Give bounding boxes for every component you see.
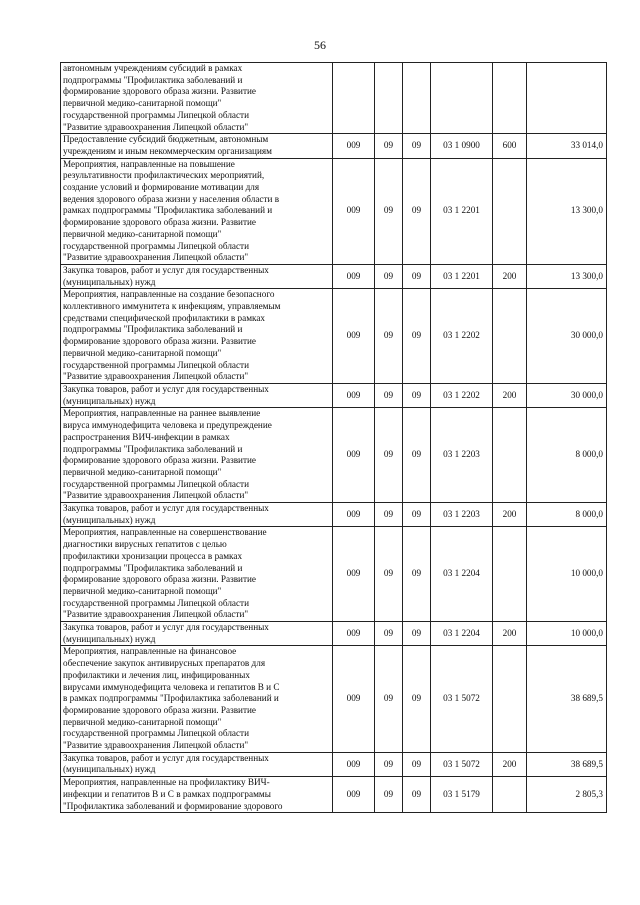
table-row <box>61 527 607 622</box>
amount: 2 805,3 <box>527 777 607 813</box>
row-description: Закупка товаров, работ и услуг для государственных (муниципальных) нужд <box>61 383 333 407</box>
department-code: 009 <box>333 777 375 813</box>
table-row <box>61 777 607 813</box>
department-code: 009 <box>333 622 375 646</box>
row-description: Мероприятия, направленные на раннее выявление вируса иммунодефицита человека и предупреждение распространения ВИЧ-инфекции в рамках подпрограммы "Профилактика заболеваний и формирование здорового образа жизни. Развитие первичной медико-санитарной помощи" государственной программы Липецкой области "Развитие здравоохранения Липецкой области" <box>61 408 333 503</box>
subsection-code: 09 <box>403 777 431 813</box>
target-item-code: 03 1 0900 <box>431 134 493 158</box>
row-description: Мероприятия, направленные на профилактику ВИЧ- инфекции и гепатитов B и C в рамках подпрограммы "Профилактика заболеваний и формирование здорового <box>61 777 333 813</box>
budget-table <box>60 62 607 813</box>
row-description: Мероприятия, направленные на совершенствование диагностики вирусных гепатитов с целью профилактики хронизации процесса в рамках подпрограммы "Профилактика заболеваний и формирование здорового образа жизни. Развитие первичной медико-санитарной помощи" государственной программы Липецкой области "Развитие здравоохранения Липецкой области" <box>61 527 333 622</box>
amount: 10 000,0 <box>527 527 607 622</box>
table-row <box>61 383 607 407</box>
row-description: Закупка товаров, работ и услуг для государственных (муниципальных) нужд <box>61 264 333 288</box>
subsection-code: 09 <box>403 408 431 503</box>
section-code: 09 <box>375 134 403 158</box>
row-description: Предоставление субсидий бюджетным, автономным учреждениям и иным некоммерческим организациям <box>61 134 333 158</box>
expense-type-code: 200 <box>493 752 527 776</box>
section-code: 09 <box>375 527 403 622</box>
row-description: Закупка товаров, работ и услуг для государственных (муниципальных) нужд <box>61 752 333 776</box>
department-code <box>333 63 375 134</box>
amount: 38 689,5 <box>527 646 607 752</box>
table-row <box>61 134 607 158</box>
target-item-code: 03 1 2202 <box>431 383 493 407</box>
table-row <box>61 503 607 527</box>
page-number: 56 <box>314 38 326 52</box>
amount: 8 000,0 <box>527 408 607 503</box>
expense-type-code <box>493 63 527 134</box>
section-code: 09 <box>375 622 403 646</box>
target-item-code: 03 1 2202 <box>431 289 493 384</box>
target-item-code: 03 1 2201 <box>431 158 493 264</box>
amount: 13 300,0 <box>527 158 607 264</box>
target-item-code: 03 1 2201 <box>431 264 493 288</box>
department-code: 009 <box>333 527 375 622</box>
department-code: 009 <box>333 134 375 158</box>
subsection-code: 09 <box>403 134 431 158</box>
section-code: 09 <box>375 264 403 288</box>
expense-type-code: 600 <box>493 134 527 158</box>
subsection-code: 09 <box>403 383 431 407</box>
target-item-code: 03 1 2203 <box>431 408 493 503</box>
subsection-code <box>403 63 431 134</box>
table-row <box>61 264 607 288</box>
target-item-code: 03 1 2204 <box>431 622 493 646</box>
table-row <box>61 646 607 752</box>
amount: 30 000,0 <box>527 289 607 384</box>
row-description: автономным учреждениям субсидий в рамках подпрограммы "Профилактика заболеваний и формирование здорового образа жизни. Развитие первичной медико-санитарной помощи" государственной программы Липецкой области "Развитие здравоохранения Липецкой области" <box>61 63 333 134</box>
section-code: 09 <box>375 503 403 527</box>
department-code: 009 <box>333 158 375 264</box>
department-code: 009 <box>333 289 375 384</box>
amount: 8 000,0 <box>527 503 607 527</box>
expense-type-code <box>493 646 527 752</box>
section-code: 09 <box>375 777 403 813</box>
expense-type-code <box>493 777 527 813</box>
department-code: 009 <box>333 503 375 527</box>
target-item-code <box>431 63 493 134</box>
target-item-code: 03 1 2203 <box>431 503 493 527</box>
subsection-code: 09 <box>403 622 431 646</box>
row-description: Мероприятия, направленные на повышение результативности профилактических мероприятий, создание условий и формирование мотивации для ведения здорового образа жизни у населения области в рамках подпрограммы "Профилактика заболеваний и формирование здорового образа жизни. Развитие первичной медико-санитарной помощи" государственной программы Липецкой области "Развитие здравоохранения Липецкой области" <box>61 158 333 264</box>
expense-type-code <box>493 408 527 503</box>
target-item-code: 03 1 5179 <box>431 777 493 813</box>
subsection-code: 09 <box>403 289 431 384</box>
section-code: 09 <box>375 158 403 264</box>
subsection-code: 09 <box>403 503 431 527</box>
subsection-code: 09 <box>403 646 431 752</box>
amount: 10 000,0 <box>527 622 607 646</box>
department-code: 009 <box>333 264 375 288</box>
amount: 30 000,0 <box>527 383 607 407</box>
target-item-code: 03 1 5072 <box>431 752 493 776</box>
target-item-code: 03 1 2204 <box>431 527 493 622</box>
table-row <box>61 408 607 503</box>
expense-type-code <box>493 527 527 622</box>
amount: 13 300,0 <box>527 264 607 288</box>
row-description: Закупка товаров, работ и услуг для государственных (муниципальных) нужд <box>61 503 333 527</box>
subsection-code: 09 <box>403 158 431 264</box>
expense-type-code: 200 <box>493 622 527 646</box>
subsection-code: 09 <box>403 264 431 288</box>
department-code: 009 <box>333 408 375 503</box>
section-code <box>375 63 403 134</box>
subsection-code: 09 <box>403 527 431 622</box>
department-code: 009 <box>333 752 375 776</box>
amount: 38 689,5 <box>527 752 607 776</box>
section-code: 09 <box>375 383 403 407</box>
department-code: 009 <box>333 383 375 407</box>
expense-type-code <box>493 289 527 384</box>
section-code: 09 <box>375 752 403 776</box>
target-item-code: 03 1 5072 <box>431 646 493 752</box>
section-code: 09 <box>375 646 403 752</box>
amount: 33 014,0 <box>527 134 607 158</box>
expense-type-code: 200 <box>493 503 527 527</box>
table-row <box>61 622 607 646</box>
table-row <box>61 289 607 384</box>
subsection-code: 09 <box>403 752 431 776</box>
table-row <box>61 63 607 134</box>
row-description: Мероприятия, направленные на финансовое обеспечение закупок антивирусных препаратов для профилактики и лечения лиц, инфицированных вирусами иммунодефицита человека и гепатитов B и C в рамках подпрограммы "Профилактика заболеваний и формирование здорового образа жизни. Развитие первичной медико-санитарной помощи" государственной программы Липецкой области "Развитие здравоохранения Липецкой области" <box>61 646 333 752</box>
budget-table-body <box>61 63 607 813</box>
table-row <box>61 158 607 264</box>
row-description: Закупка товаров, работ и услуг для государственных (муниципальных) нужд <box>61 622 333 646</box>
amount <box>527 63 607 134</box>
expense-type-code: 200 <box>493 264 527 288</box>
expense-type-code: 200 <box>493 383 527 407</box>
table-row <box>61 752 607 776</box>
row-description: Мероприятия, направленные на создание безопасного коллективного иммунитета к инфекциям, управляемым средствами специфической профилактики в рамках подпрограммы "Профилактика заболеваний и формирование здорового образа жизни. Развитие первичной медико-санитарной помощи" государственной программы Липецкой области "Развитие здравоохранения Липецкой области" <box>61 289 333 384</box>
section-code: 09 <box>375 289 403 384</box>
expense-type-code <box>493 158 527 264</box>
department-code: 009 <box>333 646 375 752</box>
section-code: 09 <box>375 408 403 503</box>
